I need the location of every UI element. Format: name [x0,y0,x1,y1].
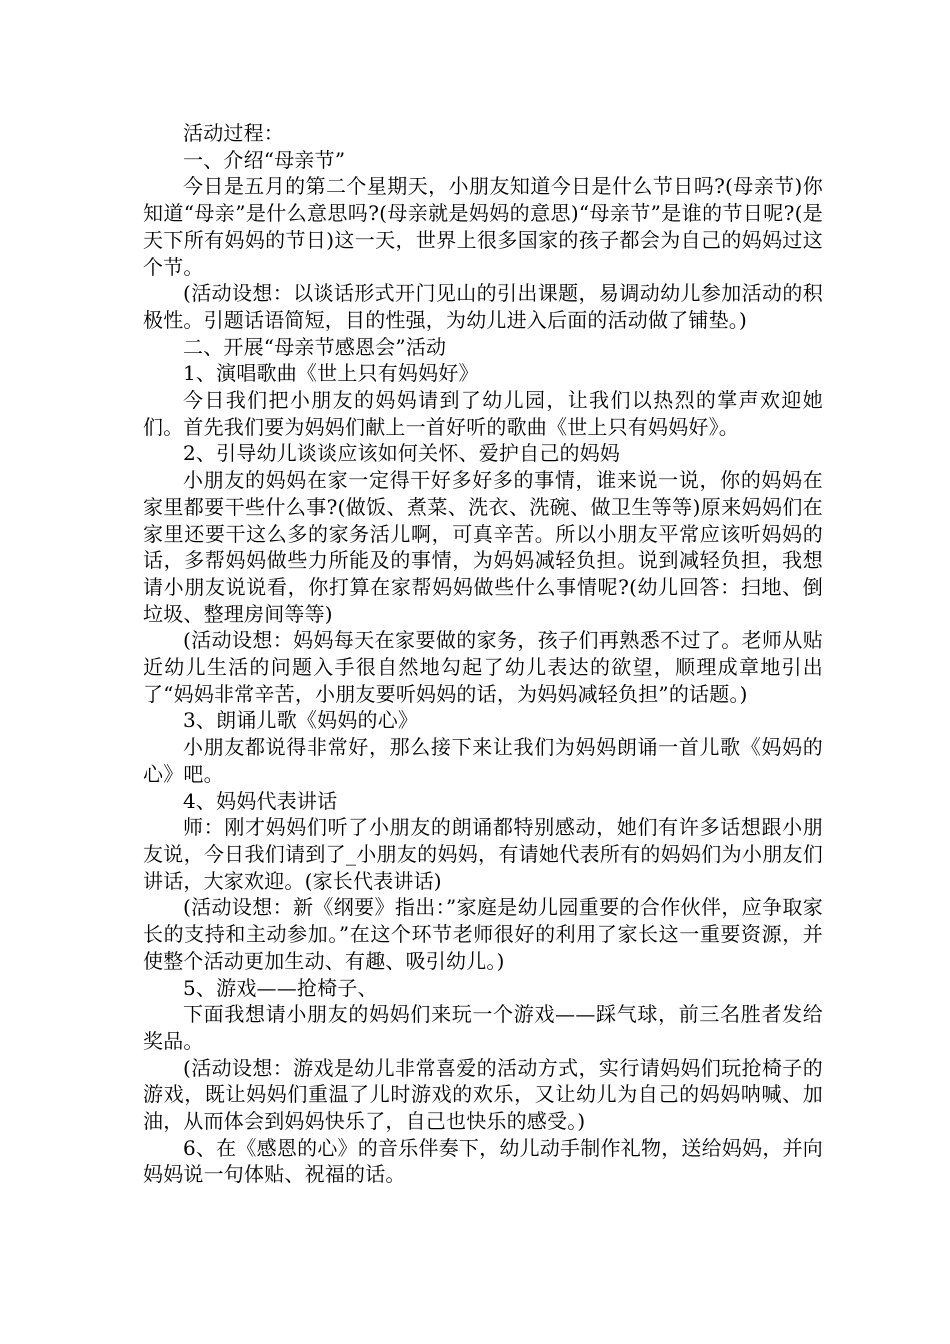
paragraph-design-note-1: (活动设想：以谈话形式开门见山的引出课题，易调动幼儿参加活动的积极性。引题话语简短，目的性强，为幼儿进入后面的活动做了铺垫。) [143,281,823,332]
subheading-3: 3、朗诵儿歌《妈妈的心》 [183,708,419,733]
section-heading-1: 一、介绍“母亲节” [183,147,346,172]
subheading-1: 1、演唱歌曲《世上只有妈妈好》 [183,361,479,386]
paragraph-gift: 6、在《感恩的心》的音乐伴奏下，幼儿动手制作礼物，送给妈妈，并向妈妈说一句体贴、祝福的话。 [143,1135,823,1187]
subheading-2: 2、引导幼儿谈谈应该如何关怀、爱护自己的妈妈 [183,441,621,466]
paragraph-recite: 小朋友都说得非常好，那么接下来让我们为妈妈朗诵一首儿歌《妈妈的心》吧。 [143,735,823,786]
paragraph-design-note-3: (活动设想：新《纲要》指出：”家庭是幼儿园重要的合作伙伴，应争取家长的支持和主动参加。”在这个环节老师很好的利用了家长这一重要资源，并使整个活动更加生动、有趣、吸引幼儿。) [143,895,823,973]
paragraph-mother-speech: 师：刚才妈妈们听了小朋友的朗诵都特别感动，她们有许多话想跟小朋友说，今日我们请到了_小朋友的妈妈，有请她代表所有的妈妈们为小朋友们讲话，大家欢迎。(家长代表讲话) [143,815,823,893]
document-page [143,120,823,1188]
subheading-5: 5、游戏——抢椅子、 [183,975,378,1000]
section-heading-2: 二、开展“母亲节感恩会”活动 [183,334,447,359]
paragraph-game: 下面我想请小朋友的妈妈们来玩一个游戏——踩气球，前三名胜者发给奖品。 [143,1002,823,1053]
paragraph-heading-process: 活动过程： [183,121,284,145]
paragraph-song: 今日我们把小朋友的妈妈请到了幼儿园，让我们以热烈的掌声欢迎她们。首先我们要为妈妈们献上一首好听的歌曲《世上只有妈妈好》。 [143,388,823,439]
paragraph-intro: 今日是五月的第二个星期天，小朋友知道今日是什么节日吗?(母亲节)你知道“母亲”是什么意思吗?(母亲就是妈妈的意思)“母亲节”是谁的节日呢?(是天下所有妈妈的节日)这一天，世界上很多国家的孩子都会为自己的妈妈过这个节。 [143,174,823,279]
paragraph-design-note-2: (活动设想：妈妈每天在家要做的家务，孩子们再熟悉不过了。老师从贴近幼儿生活的问题入手很自然地勾起了幼儿表达的欲望，顺理成章地引出了“妈妈非常辛苦，小朋友要听妈妈的话，为妈妈减轻负担”的话题。) [143,628,823,706]
paragraph-care: 小朋友的妈妈在家一定得干好多好多的事情，谁来说一说，你的妈妈在家里都要干些什么事?(做饭、煮菜、洗衣、洗碗、做卫生等等)原来妈妈们在家里还要干这么多的家务活儿啊，可真辛苦。所以小朋友平常应该听妈妈的话，多帮妈妈做些力所能及的事情，为妈妈减轻负担。说到减轻负担，我想请小朋友说说看，你打算在家帮妈妈做些什么事情呢?(幼儿回答：扫地、倒垃圾、整理房间等等) [143,468,823,626]
paragraph-design-note-4: (活动设想：游戏是幼儿非常喜爱的活动方式，实行请妈妈们玩抢椅子的游戏，既让妈妈们重温了儿时游戏的欢乐，又让幼儿为自己的妈妈呐喊、加油，从而体会到妈妈快乐了，自己也快乐的感受。) [143,1055,823,1134]
subheading-4: 4、妈妈代表讲话 [183,788,338,813]
